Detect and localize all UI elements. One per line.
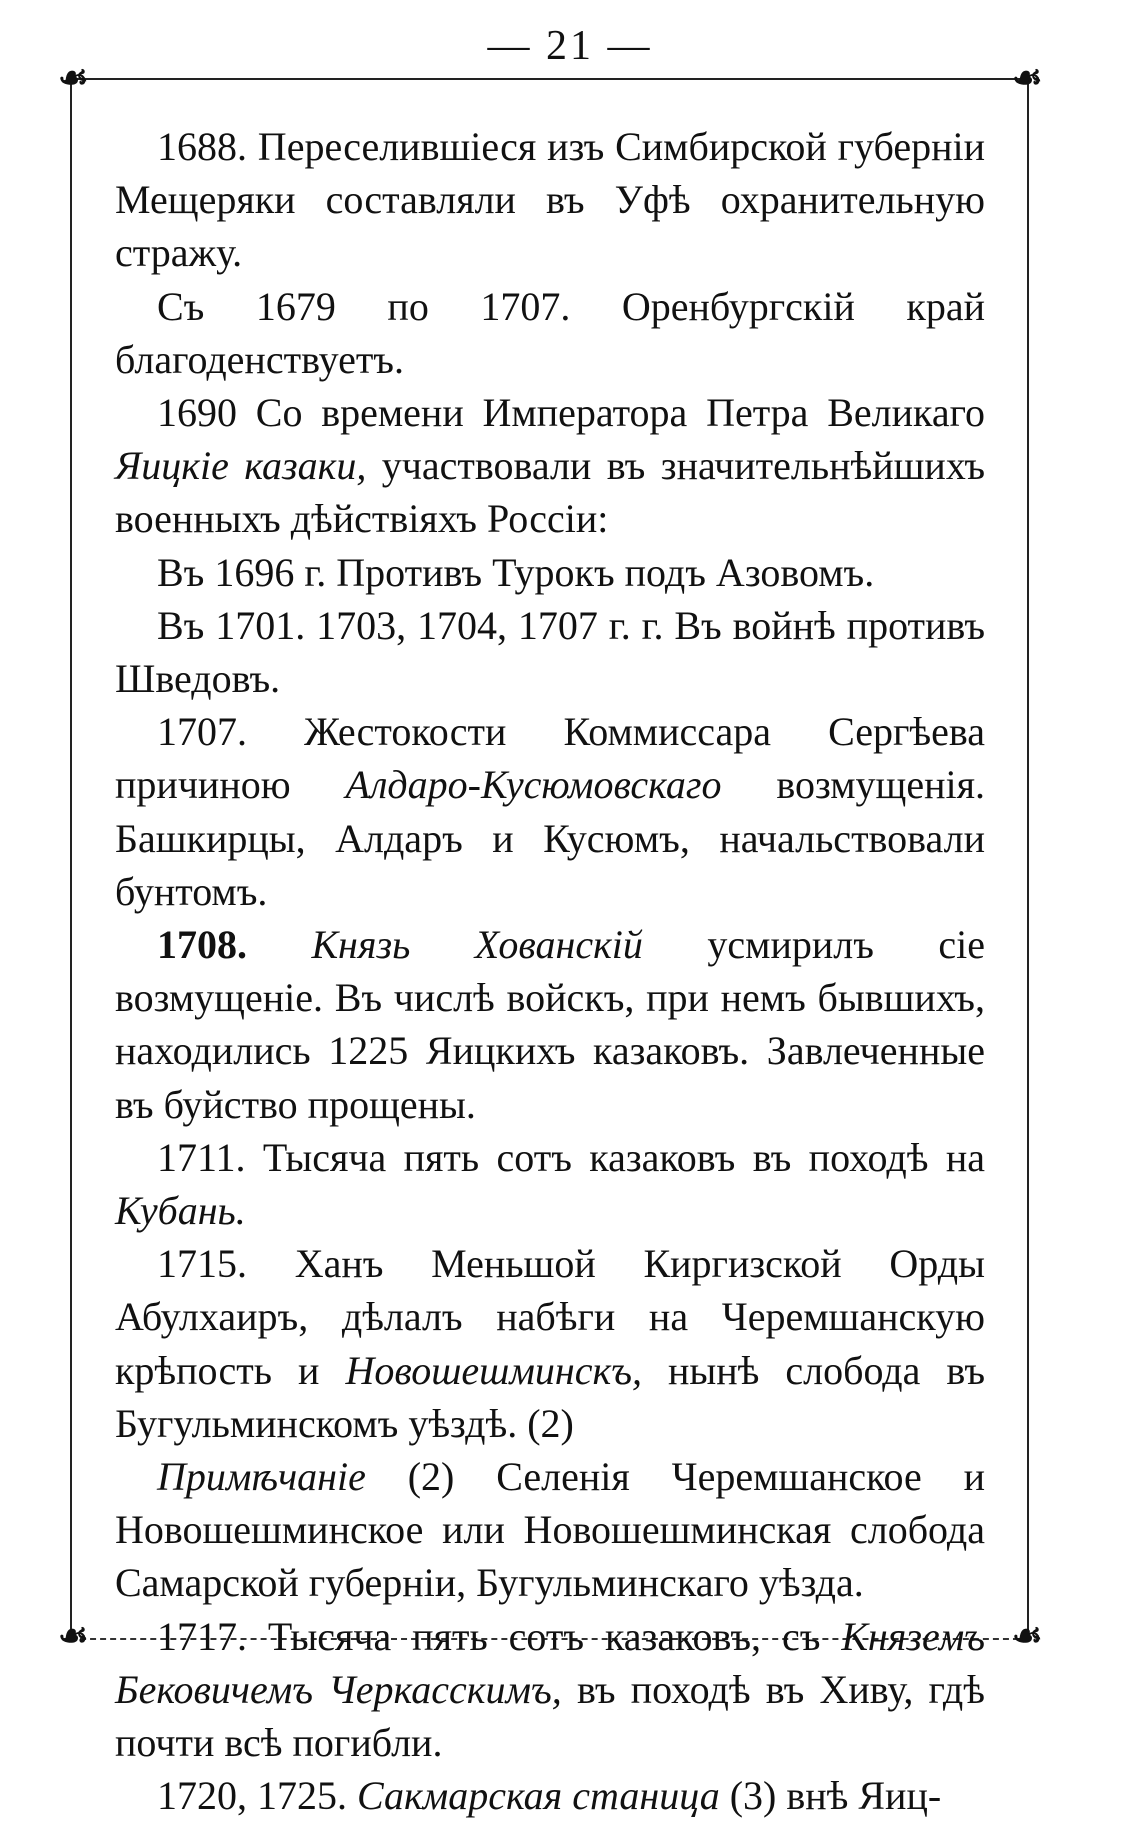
paragraph-p1679 bbox=[115, 280, 985, 386]
text-span: 1717. Тысяча пять сотъ казаковъ, съ bbox=[157, 1613, 842, 1659]
text-span: (2) Селенія Черемшанское и Новошешминское или Новошешминская слобода Самарской губерніи, Бугульминскаго уѣзда. bbox=[115, 1454, 985, 1606]
text-span: 1715. Ханъ Меньшой Киргизской Орды Абулхаиръ, дѣлалъ набѣги на Черемшанскую крѣпость и bbox=[115, 1241, 985, 1393]
text-span: Съ 1679 по 1707. Оренбургскій край благоденствуетъ. bbox=[115, 283, 985, 382]
text-span: въ походѣ въ Хиву, гдѣ почти всѣ погибли. bbox=[115, 1666, 986, 1766]
text-span: 1720, 1725. bbox=[157, 1773, 357, 1819]
page-text-body bbox=[115, 120, 985, 1823]
text-span: 1707. Жестокости Коммиссара Сергѣева причиною bbox=[115, 709, 985, 808]
text-span: Примѣчаніе bbox=[157, 1454, 366, 1500]
text-span: Сакмарская станица bbox=[357, 1773, 720, 1819]
text-span bbox=[247, 922, 311, 967]
paragraph-p1696 bbox=[115, 546, 985, 599]
text-span: 1688. Переселившіеся изъ Симбирской губерніи Мещеряки составляли въ Уфѣ охранительную стражу. bbox=[115, 124, 985, 276]
text-span: (3) внѣ Яиц- bbox=[719, 1773, 942, 1819]
text-span: Князь Хованскій bbox=[311, 922, 643, 968]
text-span: Въ 1696 г. Противъ Турокъ подъ Азовомъ. bbox=[157, 549, 875, 595]
paragraph-p1717 bbox=[115, 1610, 985, 1770]
paragraph-p1707 bbox=[115, 705, 985, 918]
page-number: — 21 — bbox=[487, 23, 653, 69]
paragraph-p1688 bbox=[115, 120, 985, 280]
text-span: участвовали въ значительнѣйшихъ военныхъ дѣйствіяхъ Россіи: bbox=[115, 443, 985, 542]
text-span: Княземъ Бековичемъ Черкасскимъ, bbox=[115, 1613, 985, 1712]
text-span: Новошешминскъ, bbox=[345, 1347, 642, 1393]
text-span: 1690 Со времени Императора Петра Великаго bbox=[157, 390, 985, 436]
text-span: Яицкіе казаки, bbox=[115, 443, 367, 489]
corner-ornament-icon: ☙ bbox=[1012, 1618, 1043, 1655]
paragraph-p1690 bbox=[115, 386, 985, 546]
paragraph-note2 bbox=[115, 1450, 985, 1610]
corner-ornament-icon: ☙ bbox=[1012, 60, 1043, 97]
text-span: усмирилъ сіе возмущеніе. Въ числѣ войскъ, при немъ бывшихъ, находились 1225 Яицкихъ казаковъ. Завлеченные въ буйство прощены. bbox=[115, 922, 986, 1127]
text-span: 1711. Тысяча пять сотъ казаковъ въ походѣ на bbox=[157, 1134, 985, 1180]
paragraph-p1715 bbox=[115, 1237, 985, 1450]
text-span: Кубань. bbox=[115, 1188, 246, 1234]
text-span: Въ 1701. 1703, 1704, 1707 г. г. Въ войнѣ противъ Шведовъ. bbox=[115, 602, 985, 702]
paragraph-p1701 bbox=[115, 599, 985, 705]
text-span: возмущенія. Башкирцы, Алдаръ и Кусюмъ, начальствовали бунтомъ. bbox=[115, 762, 985, 914]
text-span: Алдаро-Кусюмовскаго bbox=[345, 762, 722, 808]
corner-ornament-icon: ☙ bbox=[58, 60, 89, 97]
text-span: нынѣ слобода въ Бугульминскомъ уѣздѣ. (2) bbox=[115, 1347, 986, 1446]
corner-ornament-icon: ☙ bbox=[58, 1618, 89, 1655]
text-span: 1708. bbox=[157, 922, 247, 968]
paragraph-p1720 bbox=[115, 1769, 985, 1822]
paragraph-p1708 bbox=[115, 918, 985, 1131]
paragraph-p1711 bbox=[115, 1131, 985, 1237]
